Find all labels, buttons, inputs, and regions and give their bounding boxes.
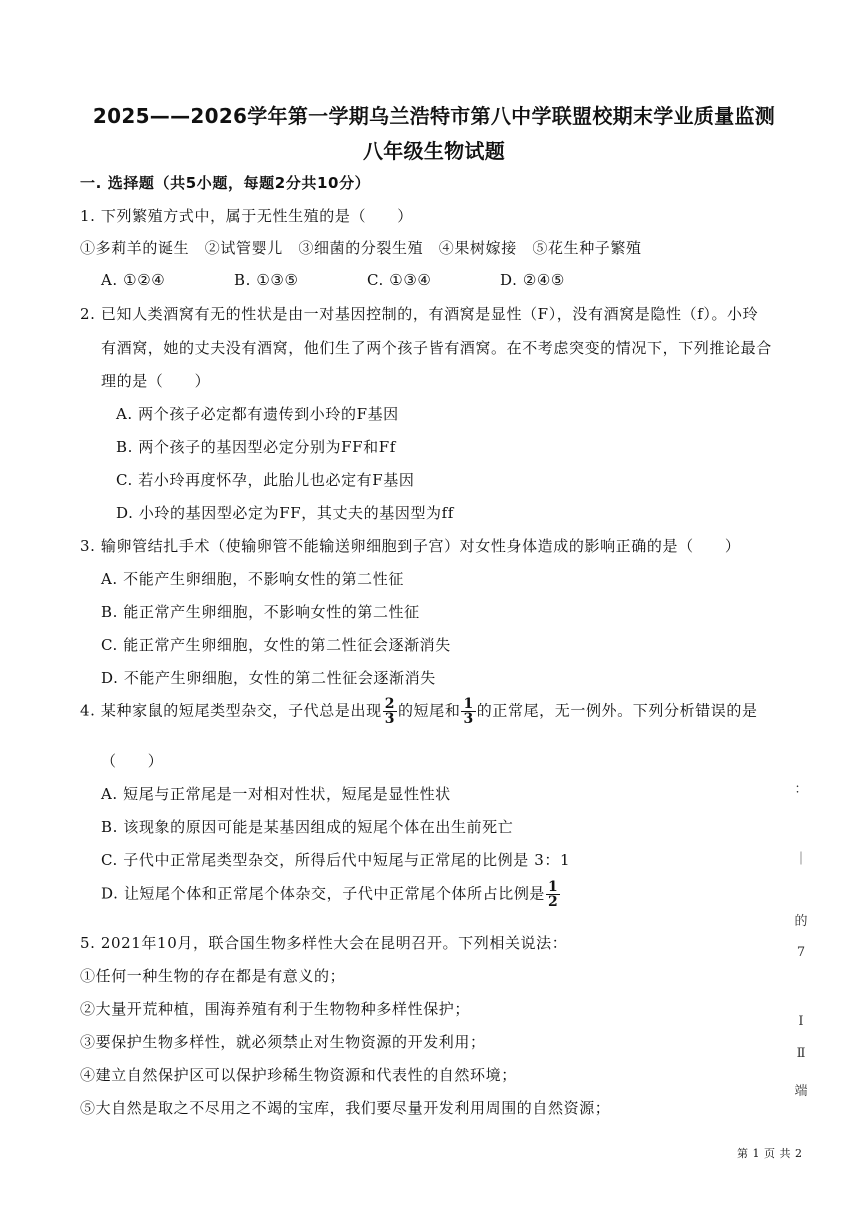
q3-option-b: B. 能正常产生卵细胞，不影响女性的第二性征: [101, 603, 420, 621]
q1-option-b: B. ①③⑤: [234, 271, 299, 289]
q2-option-a: A. 两个孩子必定都有遗传到小玲的F基因: [116, 405, 399, 423]
q4-option-a: A. 短尾与正常尾是一对相对性状，短尾是显性性状: [101, 785, 451, 803]
q5-item-1: ①任何一种生物的存在都是有意义的；: [80, 967, 346, 985]
page-number: 第 1 页 共 2: [737, 1147, 803, 1160]
fraction-one-third: $\frac{1}{3}$: [463, 696, 474, 727]
margin-mark: ：: [794, 782, 808, 797]
q5-stem: 5. 2021年10月，联合国生物多样性大会在昆明召开。下列相关说法：: [80, 934, 568, 952]
q2-stem-line2: 有酒窝，她的丈夫没有酒窝，他们生了两个孩子皆有酒窝。在不考虑突变的情况下，下列推论最合: [101, 339, 772, 357]
section-heading: 一. 选择题（共5小题，每题2分共10分）: [80, 174, 371, 192]
q1-option-c: C. ①③④: [367, 271, 432, 289]
exam-title: 2025——2026学年第一学期乌兰浩特市第八中学联盟校期末学业质量监测: [92, 104, 776, 128]
q2-option-c: C. 若小玲再度怀孕，此胎儿也必定有F基因: [116, 471, 415, 489]
q2-option-d: D. 小玲的基因型必定为FF，其丈夫的基因型为ff: [116, 504, 454, 522]
q4-stem: [80, 697, 758, 726]
margin-mark: Ⅱ: [796, 1046, 806, 1061]
q2-stem-line1: 2. 已知人类酒窝有无的性状是由一对基因控制的，有酒窝是显性（F），没有酒窝是隐性（f）。小玲: [80, 305, 759, 323]
q5-item-4: ④建立自然保护区可以保护珍稀生物资源和代表性的自然环境；: [80, 1066, 517, 1084]
fraction-two-thirds: $\frac{2}{3}$: [384, 696, 396, 727]
q4-stem-part2: 的短尾和: [398, 701, 461, 720]
q4-stem-part3: 的正常尾，无一例外。下列分析错误的是: [476, 701, 758, 720]
q4-option-c: C. 子代中正常尾类型杂交，所得后代中短尾与正常尾的比例是 3：1: [101, 851, 571, 869]
exam-subtitle: 八年级生物试题: [362, 139, 506, 163]
q1-items: ①多莉羊的诞生 ②试管婴儿 ③细菌的分裂生殖 ④果树嫁接 ⑤花生种子繁殖: [80, 239, 642, 257]
margin-mark: 的: [794, 914, 808, 929]
margin-mark: 端: [794, 1084, 808, 1099]
q1-options: [101, 271, 633, 289]
margin-mark: Ⅰ: [798, 1014, 804, 1029]
q5-item-5: ⑤大自然是取之不尽用之不竭的宝库，我们要尽量开发利用周围的自然资源；: [80, 1099, 611, 1117]
margin-mark: 7: [796, 945, 806, 960]
q1-option-d: D. ②④⑤: [500, 271, 565, 289]
q4-option-d-text: D. 让短尾个体和正常尾个体杂交，子代中正常尾个体所占比例是: [101, 884, 546, 903]
q4-answer-paren: （ ）: [101, 752, 164, 770]
q2-option-b: B. 两个孩子的基因型必定分别为FF和Ff: [116, 438, 396, 456]
q3-option-a: A. 不能产生卵细胞，不影响女性的第二性征: [101, 570, 404, 588]
q5-item-2: ②大量开荒种植，围海养殖有利于生物物种多样性保护；: [80, 1000, 471, 1018]
q3-stem: 3. 输卵管结扎手术（使输卵管不能输送卵细胞到子宫）对女性身体造成的影响正确的是（ ）: [80, 537, 741, 555]
q5-item-3: ③要保护生物多样性，就必须禁止对生物资源的开发利用；: [80, 1033, 486, 1051]
fraction-one-half: $\frac{1}{2}$: [548, 879, 559, 910]
q4-option-d: [101, 880, 561, 909]
q2-stem-line3: 理的是（ ）: [101, 372, 211, 390]
q4-option-b: B. 该现象的原因可能是某基因组成的短尾个体在出生前死亡: [101, 818, 514, 836]
q3-option-c: C. 能正常产生卵细胞，女性的第二性征会逐渐消失: [101, 636, 451, 654]
margin-mark: ｜: [794, 852, 808, 867]
q1-option-a: A. ①②④: [101, 271, 166, 289]
q3-option-d: D. 不能产生卵细胞，女性的第二性征会逐渐消失: [101, 669, 436, 687]
q4-stem-part1: 4. 某种家鼠的短尾类型杂交，子代总是出现: [80, 701, 382, 720]
q1-stem: 1. 下列繁殖方式中，属于无性生殖的是（ ）: [80, 207, 413, 225]
